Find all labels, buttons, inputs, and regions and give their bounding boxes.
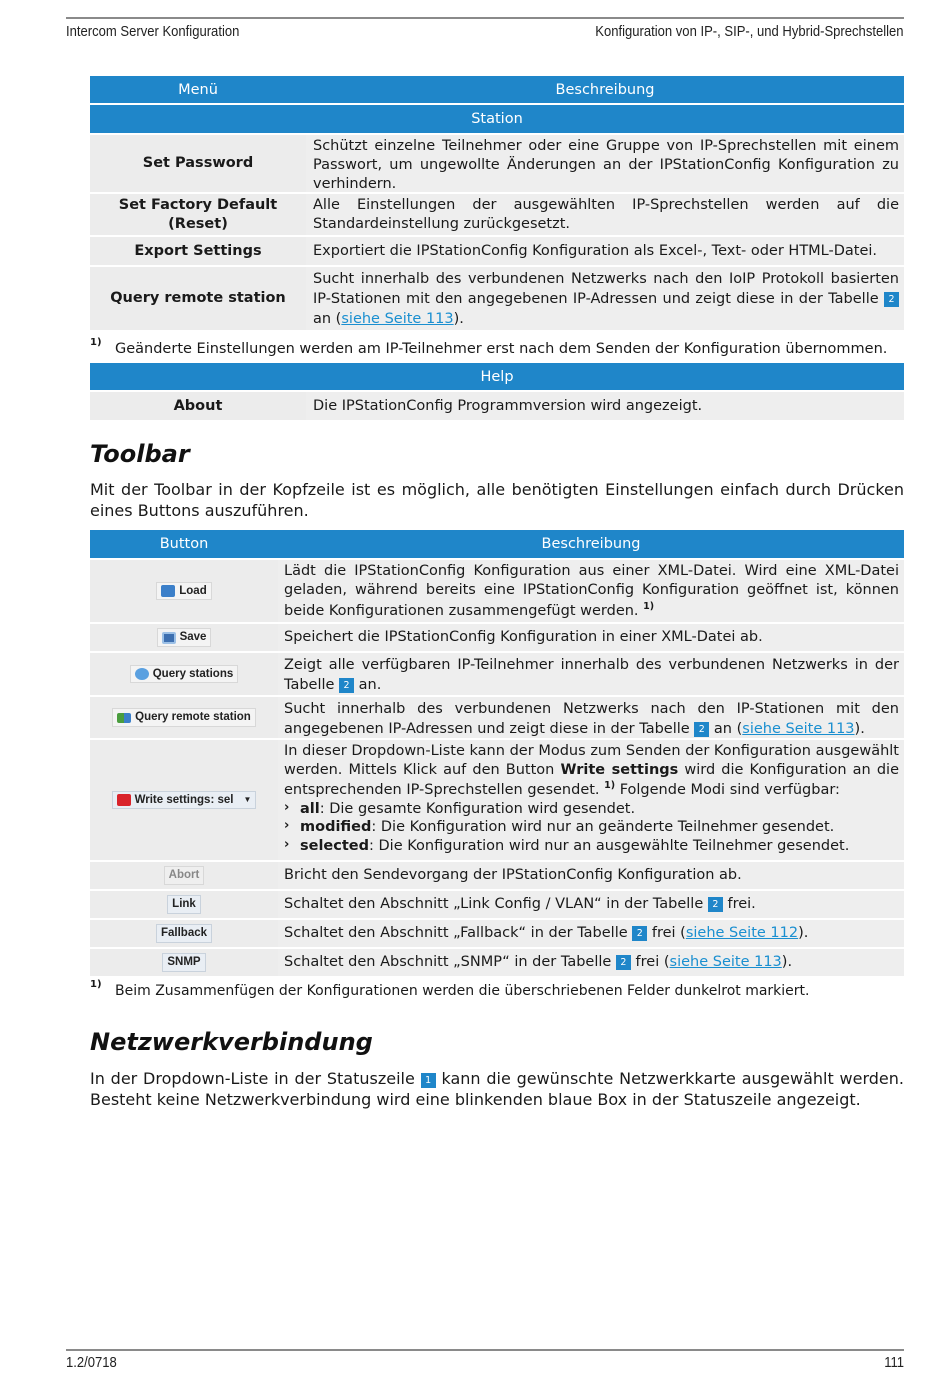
row-description (281, 951, 904, 974)
button-cell (90, 949, 278, 976)
mode-key: all (300, 800, 320, 817)
page-link[interactable]: siehe Seite 112 (685, 924, 799, 941)
row-description-text: ). (781, 953, 793, 970)
row-description (281, 697, 904, 738)
row-description: Sucht innerhalb des verbundenen Netzwerks nach den IoIP Protokoll basierten IP-Stationen mit den angegebenen IP-Adressen und zeigt diese in der Tabelle 2 an (siehe Seite 113). (313, 271, 899, 327)
link-toggle-button[interactable]: Link (167, 895, 201, 914)
page-link[interactable]: siehe Seite 113 (742, 721, 855, 738)
load-icon (161, 585, 175, 597)
list-item (284, 818, 899, 837)
footnote-ref: 1) (604, 779, 616, 791)
abort-button[interactable]: Abort (164, 866, 205, 885)
chevron-right-icon: › (284, 818, 290, 834)
button-label: Write settings: sel (134, 793, 234, 806)
mode-key: selected (300, 838, 370, 855)
table-row (90, 891, 904, 918)
save-button[interactable] (157, 628, 212, 647)
table-row (90, 740, 904, 860)
table-row (90, 624, 904, 651)
button-label: Load (179, 584, 207, 597)
table-row (90, 697, 904, 738)
row-description-text: an (313, 311, 332, 327)
mode-text: : Die Konfiguration wird nur an ausgewählte Teilnehmer gesendet. (369, 838, 850, 855)
table-reference-badge: 2 (632, 926, 647, 941)
table-reference-badge: 2 (339, 678, 354, 693)
paragraph-text: In der Dropdown-Liste in der Statuszeile (90, 1069, 415, 1088)
list-item (284, 800, 899, 819)
mode-key: modified (300, 819, 372, 836)
page-link[interactable]: siehe Seite 113 (669, 953, 782, 970)
row-description-text: frei ( (651, 924, 686, 941)
footnote (90, 337, 904, 357)
footnote-mark: 1) (90, 979, 102, 990)
row-description-text: ). (798, 924, 809, 941)
mode-text: : Die gesamte Konfiguration wird gesendet. (319, 800, 636, 817)
chevron-right-icon: › (284, 837, 290, 853)
page-number: 111 (884, 1355, 904, 1371)
col-header-menu: Menü (178, 81, 218, 98)
network-paragraph (90, 1069, 904, 1111)
row-description-text: Sucht innerhalb des verbundenen Netzwerks nach den IoIP Protokoll basierten IP-Stationen mit den angegebenen IP-Adressen und zeigt diese in der Tabelle (313, 271, 899, 307)
button-label: Query remote station (135, 711, 251, 724)
col-header-description: Beschreibung (541, 536, 641, 552)
toolbar-intro: Mit der Toolbar in der Kopfzeile ist es möglich, alle benötigten Einstellungen einfach durch Drücken eines Buttons auszuführen. (90, 480, 904, 520)
row-description-text: Zeigt alle verfügbaren IP-Teilnehmer innerhalb des verbundenen Netzwerks in der Tabelle (284, 657, 899, 694)
row-label: Set Factory Default (Reset) (90, 194, 306, 235)
section-label-station: Station (471, 111, 523, 127)
row-description-text: Schaltet den Abschnitt „Link Config / VLAN“ in der Tabelle (284, 895, 704, 912)
query-stations-icon (135, 668, 149, 680)
row-description-text: In dieser Dropdown-Liste kann der Modus zum Senden der Konfiguration ausgewählt werden. Mittels Klick auf den Button (284, 743, 899, 778)
table-row (90, 653, 904, 695)
table-row (90, 560, 904, 622)
row-description: Exportiert die IPStationConfig Konfiguration als Excel-, Text- oder HTML-Datei. (313, 242, 878, 259)
row-description-text: Folgende Modi sind verfügbar: (619, 781, 840, 798)
header-rule (66, 17, 904, 19)
button-cell (90, 560, 278, 622)
row-description-text: ). (453, 311, 464, 327)
row-description (281, 740, 904, 860)
menu-table-header (90, 76, 904, 103)
running-header-right: Konfiguration von IP-, SIP-, und Hybrid-Sprechstellen (595, 24, 904, 40)
write-settings-dropdown[interactable] (112, 791, 257, 810)
write-settings-icon (117, 794, 131, 806)
row-label: Query remote station (90, 267, 306, 330)
row-description-text: frei. (727, 895, 756, 912)
button-cell (90, 624, 278, 651)
row-description-text: an. (358, 677, 382, 694)
table-row (90, 949, 904, 976)
table-row (90, 920, 904, 947)
row-label: Set Password (90, 135, 306, 192)
button-label: Save (179, 631, 207, 644)
save-icon (162, 632, 176, 644)
button-cell (90, 697, 278, 738)
row-description-text: Schaltet den Abschnitt „Fallback“ in der Tabelle (284, 924, 628, 941)
menu-table (90, 76, 904, 332)
footer-rule (66, 1349, 904, 1351)
row-description-text: frei ( (635, 953, 670, 970)
snmp-toggle-button[interactable]: SNMP (162, 953, 205, 972)
row-description (281, 653, 904, 695)
query-stations-button[interactable] (130, 665, 239, 684)
row-label: Export Settings (90, 237, 306, 265)
page-link[interactable]: siehe Seite 113 (341, 311, 454, 327)
chevron-right-icon: › (284, 799, 290, 815)
row-description (281, 560, 904, 622)
button-cell (90, 862, 278, 889)
table-row (90, 267, 904, 330)
row-description-text: ). (854, 721, 865, 738)
row-description-text: Schaltet den Abschnitt „SNMP“ in der Tabelle (284, 953, 612, 970)
row-description: Schützt einzelne Teilnehmer oder eine Gruppe von IP-Sprechstellen mit einem Passwort, um ungewollte Änderungen an der IPStationConfig Konfiguration zu verhindern. (313, 138, 899, 192)
table-reference-badge: 2 (694, 722, 709, 737)
table-row (90, 237, 904, 265)
load-button[interactable] (156, 582, 211, 601)
button-cell (90, 891, 278, 918)
button-cell (90, 653, 278, 695)
table-reference-badge: 2 (708, 897, 723, 912)
section-label-help: Help (480, 368, 514, 385)
footnote-text: Beim Zusammenfügen der Konfigurationen werden die überschriebenen Felder dunkelrot markiert. (115, 983, 810, 999)
row-description (281, 922, 904, 945)
button-cell (90, 740, 278, 860)
paragraph-text: kann die gewünschte Netzwerkkarte ausgewählt werden. Besteht keine Netzwerkverbindung wird eine blinkenden blaue Box in der Statuszeile angezeigt. (90, 1069, 904, 1109)
row-description-text: Lädt die IPStationConfig Konfiguration aus einer XML-Datei. Wird eine XML-Datei geladen, während bereits eine IPStationConfig Konfiguration geöffnet ist, können beide Konfigurationen zusammengefügt werden. (284, 563, 899, 619)
row-description-text: Sucht innerhalb des verbundenen Netzwerks nach den IP-Stationen mit den angegebenen IP-Adressen und zeigt diese in der Tabelle (284, 701, 899, 738)
query-remote-station-button[interactable] (112, 708, 256, 727)
network-icon (117, 713, 131, 723)
footnote (90, 979, 904, 999)
row-description: Die IPStationConfig Programmversion wird angezeigt. (313, 397, 703, 414)
footnote-ref: 1) (643, 600, 655, 612)
toolbar-table (90, 530, 904, 978)
button-label: Query stations (152, 667, 234, 680)
running-header-left: Intercom Server Konfiguration (66, 24, 240, 40)
table-row (90, 194, 904, 235)
col-header-button: Button (159, 536, 209, 552)
chevron-down-icon: ▼ (243, 794, 252, 804)
fallback-toggle-button[interactable]: Fallback (156, 924, 212, 943)
row-description: Bricht den Sendevorgang der IPStationConfig Konfiguration ab. (284, 866, 742, 883)
help-table (90, 363, 904, 422)
table-row (90, 135, 904, 192)
footnote-text: Geänderte Einstellungen werden am IP-Teilnehmer erst nach dem Senden der Konfiguration übernommen. (115, 341, 888, 357)
status-bar-reference-badge: 1 (421, 1073, 436, 1088)
footnote-mark: 1) (90, 337, 102, 348)
row-description-bold: Write settings (560, 761, 679, 778)
toolbar-table-header (90, 530, 904, 558)
document-version: 1.2/0718 (66, 1355, 117, 1371)
list-item (284, 837, 899, 856)
table-reference-badge: 2 (616, 955, 631, 970)
section-title-network: Netzwerkverbindung (90, 1028, 373, 1056)
row-label: About (90, 392, 306, 420)
button-cell (90, 920, 278, 947)
table-reference-badge: 2 (884, 292, 899, 307)
table-row (90, 862, 904, 889)
section-header-station (90, 105, 904, 133)
table-row (90, 392, 904, 420)
row-description: Speichert die IPStationConfig Konfiguration in einer XML-Datei ab. (284, 628, 763, 645)
row-description-text: wird die Konfiguration an die entsprechenden IP-Sprechstellen gesendet. (284, 761, 899, 798)
col-header-description: Beschreibung (555, 81, 655, 98)
mode-text: : Die Konfiguration wird nur an geänderte Teilnehmer gesendet. (371, 819, 835, 836)
row-description (281, 893, 904, 916)
row-description-text: an ( (713, 721, 743, 738)
section-title-toolbar: Toolbar (90, 440, 190, 468)
section-header-help (90, 363, 904, 390)
row-description: Alle Einstellungen der ausgewählten IP-Sprechstellen werden auf die Standardeinstellung zurückgesetzt. (313, 197, 899, 232)
